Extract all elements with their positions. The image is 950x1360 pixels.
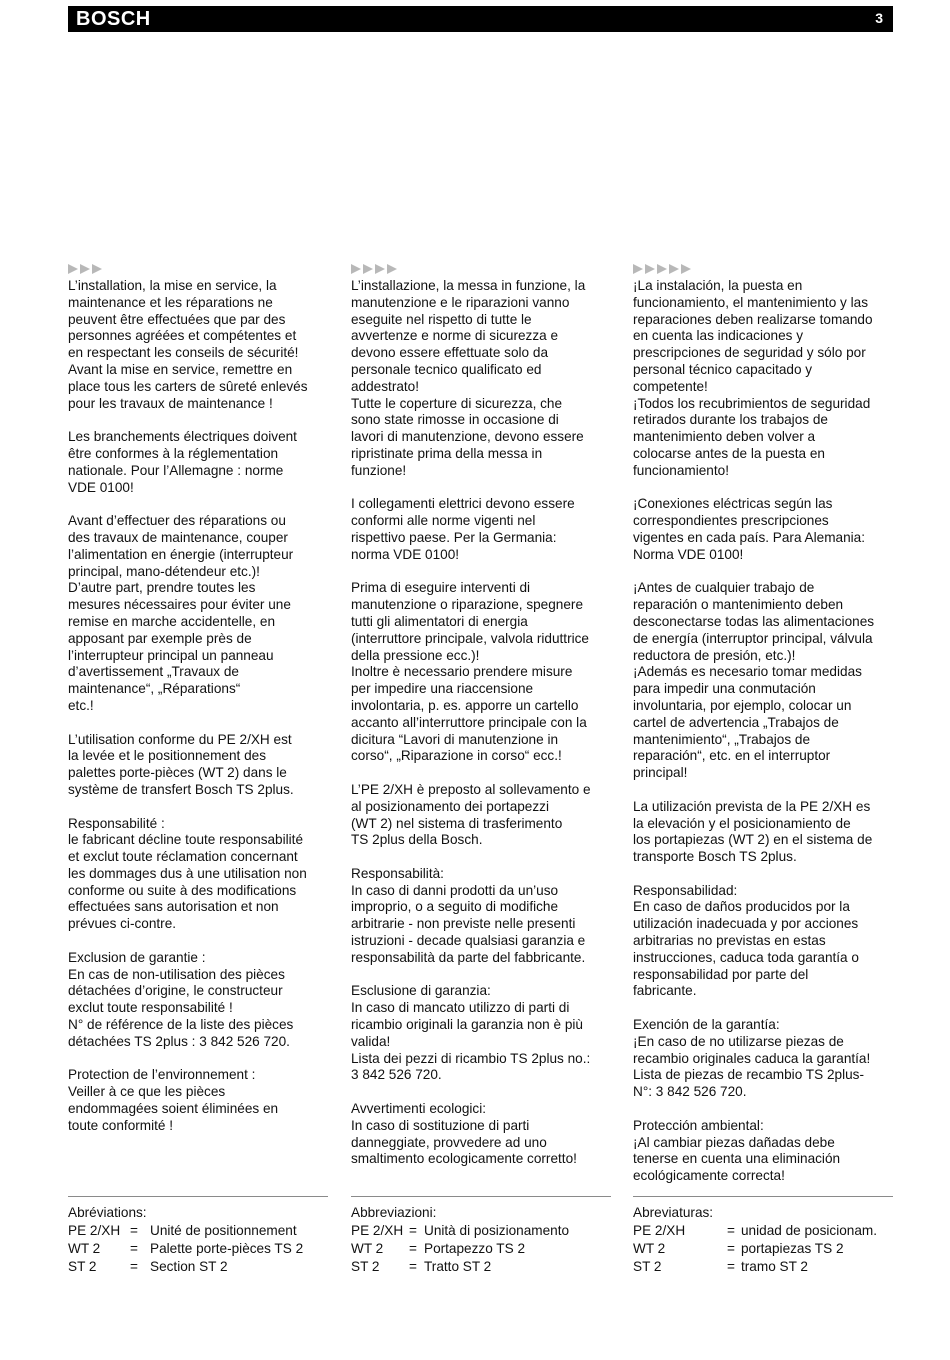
paragraphs bbox=[633, 278, 895, 1185]
column-french bbox=[68, 262, 330, 1151]
abbreviation-row bbox=[351, 1240, 613, 1258]
abbreviation-value: Unité de positionnement bbox=[150, 1223, 297, 1238]
abbreviation-key: WT 2 bbox=[633, 1241, 666, 1256]
arrow-marker-icon bbox=[657, 264, 667, 274]
paragraph: Responsabilité : le fabricant décline toute responsabilité et exclut toute réclamation concernant les dommages dus à une utilisation non conforme ou suite à des modifications effectuées sans autorisation et non prévues ci-contre. bbox=[68, 815, 307, 932]
paragraph: ¡La instalación, la puesta en funcionamiento, el mantenimiento y las reparaciones deben realizarse tomando en cuenta las indicaciones y prescripciones de seguridad y sólo por personal técnico capacitado y competente! ¡Todos los recubrimientos de seguridad retirados durante los trabajos de mantenimiento deben volver a colocarse antes de la puesta en funcionamiento! bbox=[633, 278, 873, 478]
abbreviation-value: Unità di posizionamento bbox=[424, 1223, 570, 1238]
abbreviation-row bbox=[351, 1222, 613, 1240]
arrow-marker-icon bbox=[68, 264, 78, 274]
paragraph: ¡Conexiones eléctricas según las correspondientes prescripciones vigentes en cada país. Para Alemania: Norma VDE 0100! bbox=[633, 496, 865, 562]
paragraph: Exclusion de garantie : En cas de non-utilisation des pièces détachées d’origine, le constructeur exclut toute responsabilité ! N° de référence de la liste des pièces détachées TS 2plus : 3 842 526 720. bbox=[68, 949, 294, 1049]
abbreviation-eq: = bbox=[727, 1223, 735, 1238]
abbreviation-eq: = bbox=[130, 1241, 138, 1256]
arrow-marker-icon bbox=[645, 264, 655, 274]
abbreviations-title: Abreviaturas: bbox=[633, 1205, 714, 1220]
abbreviation-key: PE 2/XH bbox=[68, 1223, 121, 1238]
abbreviation-eq: = bbox=[727, 1241, 735, 1256]
header-bar bbox=[68, 6, 893, 32]
abbreviations-italian bbox=[351, 1204, 613, 1276]
abbreviations-title: Abréviations: bbox=[68, 1205, 147, 1220]
arrow-markers bbox=[68, 262, 330, 276]
abbreviation-eq: = bbox=[409, 1241, 417, 1256]
paragraph: L’installation, la mise en service, la maintenance et les réparations ne peuvent être effectuées que par des personnes agréées et compétentes et en respectant les conseils de sécurité! Avant la mise en service, remettre en place tous les carters de sûreté enlevés pour les travaux de maintenance ! bbox=[68, 278, 308, 411]
paragraph: Exención de la garantía: ¡En caso de no utilizarse piezas de recambio originales caduca la garantía! Lista de piezas de recambio TS 2plus- N°: 3 842 526 720. bbox=[633, 1017, 871, 1100]
divider bbox=[351, 1196, 611, 1197]
abbreviation-eq: = bbox=[409, 1259, 417, 1274]
abbreviation-key: WT 2 bbox=[68, 1241, 101, 1256]
abbreviation-key: PE 2/XH bbox=[633, 1223, 686, 1238]
page-number: 3 bbox=[875, 10, 883, 26]
arrow-markers bbox=[633, 262, 895, 276]
paragraph: La utilización prevista de la PE 2/XH es la elevación y el posicionamiento de los portapiezas (WT 2) en el sistema de transporte Bosch TS 2plus. bbox=[633, 798, 873, 865]
arrow-marker-icon bbox=[92, 264, 102, 274]
paragraph: I collegamenti elettrici devono essere conformi alle norme vigenti nel rispettivo paese. Per la Germania: norma VDE 0100! bbox=[351, 496, 575, 562]
abbreviation-key: ST 2 bbox=[68, 1259, 97, 1274]
paragraph: Avvertimenti ecologici: In caso di sostituzione di parti danneggiate, provvedere ad uno smaltimento ecologicamente corretto! bbox=[351, 1101, 577, 1167]
abbreviations-title: Abbreviazioni: bbox=[351, 1205, 437, 1220]
divider bbox=[68, 1196, 328, 1197]
arrow-marker-icon bbox=[633, 264, 643, 274]
paragraph: Protección ambiental: ¡Al cambiar piezas dañadas debe tenerse en cuenta una eliminación ecológicamente correcta! bbox=[633, 1117, 841, 1184]
divider bbox=[633, 1196, 893, 1197]
abbreviation-eq: = bbox=[409, 1223, 417, 1238]
paragraphs bbox=[351, 278, 613, 1168]
abbreviation-eq: = bbox=[130, 1259, 138, 1274]
paragraph: Prima di eseguire interventi di manutenzione o riparazione, spegnere tutti gli alimentatori di energia (interruttore principale, valvola riduttrice della pressione ecc.)! Inoltre è necessario prendere misure per impedire una riaccensione involontaria, p. es. apporre un cartello accanto all’interruttore principale con la dicitura “Lavori di manutenzione in corso“, „Riparazione in corso“ ecc.! bbox=[351, 580, 589, 764]
abbreviation-eq: = bbox=[130, 1223, 138, 1238]
abbreviation-row bbox=[633, 1258, 895, 1276]
abbreviation-eq: = bbox=[727, 1259, 735, 1274]
arrow-marker-icon bbox=[669, 264, 679, 274]
paragraph: Protection de l’environnement : Veiller à ce que les pièces endommagées soient éliminées en toute conformité ! bbox=[68, 1067, 279, 1133]
abbreviation-row bbox=[633, 1222, 895, 1240]
arrow-marker-icon bbox=[351, 264, 361, 274]
abbreviations-french bbox=[68, 1204, 330, 1276]
arrow-marker-icon bbox=[80, 264, 90, 274]
abbreviation-value: Portapezzo TS 2 bbox=[424, 1241, 526, 1256]
abbreviations-spanish bbox=[633, 1204, 895, 1276]
arrow-markers bbox=[351, 262, 613, 276]
column-spanish bbox=[633, 262, 895, 1202]
abbreviation-value: portapiezas TS 2 bbox=[741, 1241, 844, 1256]
paragraph: Esclusione di garanzia: In caso di mancato utilizzo di parti di ricambio originali la garanzia non è più valida! Lista dei pezzi di ricambio TS 2plus no.: 3 842 526 720. bbox=[351, 983, 591, 1083]
abbreviation-value: Tratto ST 2 bbox=[424, 1259, 492, 1274]
arrow-marker-icon bbox=[363, 264, 373, 274]
paragraph: L’PE 2/XH è preposto al sollevamento e al posizionamento dei portapezzi (WT 2) nel sistema di trasferimento TS 2plus della Bosch. bbox=[351, 781, 591, 848]
abbreviation-key: WT 2 bbox=[351, 1241, 384, 1256]
abbreviation-key: ST 2 bbox=[351, 1259, 380, 1274]
abbreviation-key: ST 2 bbox=[633, 1259, 662, 1274]
abbreviation-value: Palette porte-pièces TS 2 bbox=[150, 1241, 304, 1256]
abbreviation-row bbox=[68, 1222, 330, 1240]
paragraph: Avant d’effectuer des réparations ou des travaux de maintenance, couper l’alimentation en énergie (interrupteur principal, mano-détendeur etc.)! D’autre part, prendre toutes les mesures nécessaires pour éviter une remise en marche accidentelle, en apposant par exemple près de l’interrupteur principal un panneau d’avertissement „Travaux de maintenance“, „Réparations“ etc.! bbox=[68, 513, 294, 713]
abbreviation-row bbox=[68, 1258, 330, 1276]
arrow-marker-icon bbox=[375, 264, 385, 274]
abbreviation-row bbox=[633, 1240, 895, 1258]
abbreviation-key: PE 2/XH bbox=[351, 1223, 404, 1238]
arrow-marker-icon bbox=[681, 264, 691, 274]
brand-logo: BOSCH bbox=[76, 8, 151, 30]
paragraph: Responsabilidad: En caso de daños producidos por la utilización inadecuada y por acciones arbitrarias no previstas en estas instrucciones, caduca toda garantía o responsabilidad por parte del fabricante. bbox=[633, 882, 859, 999]
arrow-marker-icon bbox=[387, 264, 397, 274]
paragraph: L’installazione, la messa in funzione, la manutenzione e le riparazioni vanno eseguite nel rispetto di tutte le avvertenze e norme di sicurezza e devono essere effettuate solo da personale tecnico qualificato ed addestrato! Tutte le coperture di sicurezza, che sono state rimosse in occasione di lavori di manutenzione, devono essere ripristinate prima della messa in funzione! bbox=[351, 278, 586, 478]
paragraph: Responsabilità: In caso di danni prodotti da un’uso improprio, o a seguito di modifiche arbitrarie - non previste nelle presenti istruzioni - decade qualsiasi garanzia e responsabilità da parte del fabbricante. bbox=[351, 865, 586, 965]
paragraph: ¡Antes de cualquier trabajo de reparación o mantenimiento deben desconectarse todas las alimentaciones de energía (interruptor principal, válvula reductora de presión, etc.)! ¡Además es necesario tomar medidas para impedir una conmutación involuntaria, por ejemplo, colocar un cartel de advertencia „Trabajos de mantenimiento“, „Trabajos de reparación“, etc. en el interruptor principal! bbox=[633, 580, 875, 781]
abbreviation-row bbox=[351, 1258, 613, 1276]
paragraph: Les branchements électriques doivent être conformes à la réglementation nationale. Pour l’Allemagne : norme VDE 0100! bbox=[68, 429, 297, 495]
paragraph: L’utilisation conforme du PE 2/XH est la levée et le positionnement des palettes porte-pièces (WT 2) dans le système de transfert Bosch TS 2plus. bbox=[68, 731, 294, 797]
column-italian bbox=[351, 262, 613, 1185]
abbreviation-value: unidad de posicionam. bbox=[741, 1223, 878, 1238]
paragraphs bbox=[68, 278, 330, 1135]
abbreviation-value: tramo ST 2 bbox=[741, 1259, 808, 1274]
abbreviation-row bbox=[68, 1240, 330, 1258]
abbreviation-value: Section ST 2 bbox=[150, 1259, 228, 1274]
